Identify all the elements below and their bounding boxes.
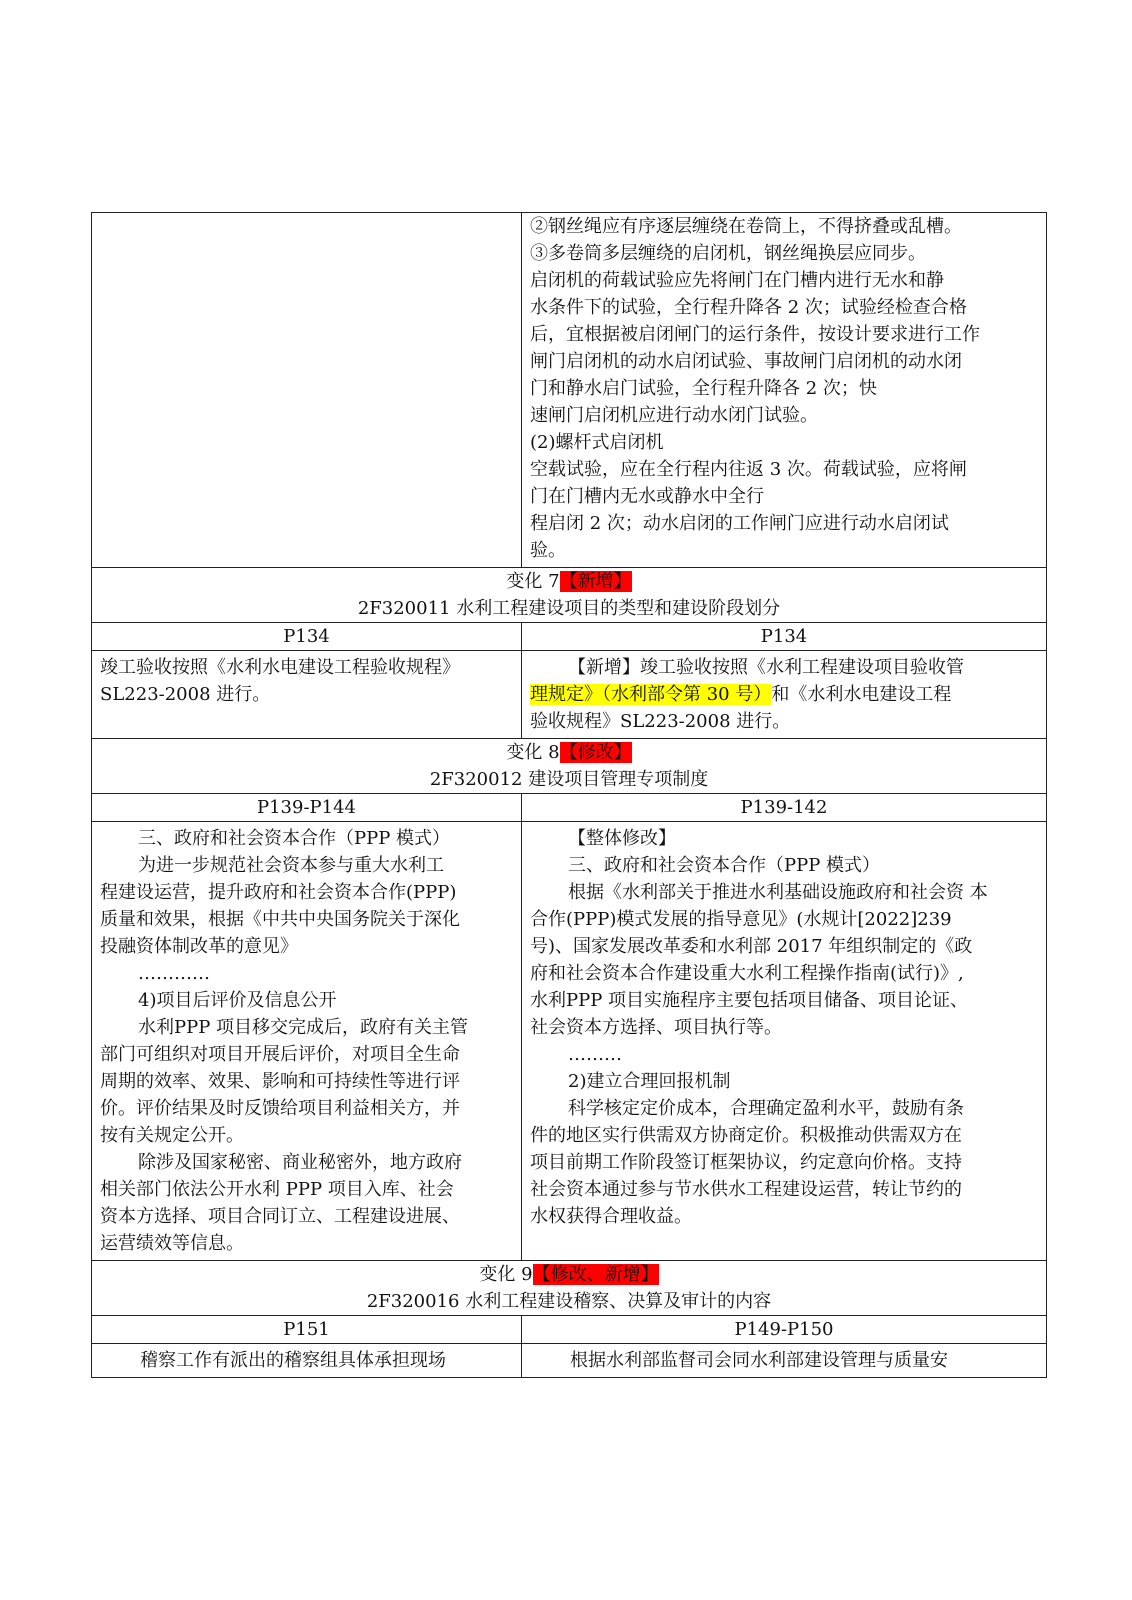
text-line: 号)、国家发展改革委和水利部 2017 年组织制定的《政 bbox=[530, 936, 973, 957]
table-row bbox=[92, 213, 1047, 568]
content-row bbox=[92, 651, 1047, 739]
text-line: 门在门槽内无水或静水中全行 bbox=[530, 486, 764, 507]
text-line: 质量和效果，根据《中共中央国务院关于深化 bbox=[100, 909, 460, 930]
text-line: 部门可组织对项目开展后评价，对项目全生命 bbox=[100, 1044, 460, 1065]
text-line: 社会资本方选择、项目执行等。 bbox=[530, 1017, 782, 1038]
change-9-tag: 【修改、新增】 bbox=[532, 1264, 659, 1285]
change-7-old-text bbox=[92, 651, 522, 739]
change-8-header bbox=[92, 739, 1047, 794]
change-7-header bbox=[92, 568, 1047, 623]
text-line: ②钢丝绳应有序逐层缠绕在卷筒上，不得挤叠或乱槽。 bbox=[530, 216, 962, 237]
text-line: 为进一步规范社会资本参与重大水利工 bbox=[138, 855, 444, 876]
text-line: (2)螺杆式启闭机 bbox=[530, 432, 664, 453]
change-7-section: 2F320011 水利工程建设项目的类型和建设阶段划分 bbox=[357, 598, 781, 619]
text-line: 资本方选择、项目合同订立、工程建设进展、 bbox=[100, 1206, 460, 1227]
hoist-test-cell bbox=[522, 213, 1047, 568]
change-header-row bbox=[92, 739, 1047, 794]
page-ref-row bbox=[92, 1316, 1047, 1344]
text-line: 社会资本通过参与节水供水工程建设运营，转让节约的 bbox=[530, 1179, 962, 1200]
change-9-page-right: P149-P150 bbox=[522, 1316, 1047, 1344]
text-line: 水利PPP 项目实施程序主要包括项目储备、项目论证、 bbox=[530, 990, 969, 1011]
text-line: 【整体修改】 bbox=[568, 828, 676, 849]
change-9-label: 变化 9 bbox=[479, 1264, 533, 1285]
text-line: 水利PPP 项目移交完成后，政府有关主管 bbox=[138, 1017, 469, 1038]
text-line: 合作(PPP)模式发展的指导意见》(水规计[2022]239 bbox=[530, 909, 952, 930]
change-9-new-text: 根据水利部监督司会同水利部建设管理与质量安 bbox=[522, 1344, 1047, 1378]
text-line: SL223-2008 进行。 bbox=[100, 684, 271, 705]
text-line: 和《水利水电建设工程 bbox=[771, 684, 952, 705]
change-8-page-left: P139-P144 bbox=[92, 794, 522, 822]
text-line: 投融资体制改革的意见》 bbox=[100, 936, 298, 957]
text-line: 三、政府和社会资本合作（PPP 模式） bbox=[138, 828, 451, 849]
text-line: 除涉及国家秘密、商业秘密外，地方政府 bbox=[138, 1152, 462, 1173]
change-header-row bbox=[92, 1261, 1047, 1316]
comparison-table-page bbox=[91, 212, 1046, 1378]
change-9-page-left: P151 bbox=[92, 1316, 522, 1344]
change-7-page-right: P134 bbox=[522, 623, 1047, 651]
text-line: 周期的效率、效果、影响和可持续性等进行评 bbox=[100, 1071, 460, 1092]
change-8-section: 2F320012 建设项目管理专项制度 bbox=[429, 769, 709, 790]
text-line: 价。评价结果及时反馈给项目利益相关方，并 bbox=[100, 1098, 460, 1119]
page-ref-row bbox=[92, 623, 1047, 651]
content-row bbox=[92, 1344, 1047, 1378]
change-7-new-text bbox=[522, 651, 1047, 739]
empty-left-cell bbox=[92, 213, 522, 568]
text-line: 相关部门依法公开水利 PPP 项目入库、社会 bbox=[100, 1179, 454, 1200]
text-line: 验。 bbox=[530, 540, 566, 561]
text-line: 运营绩效等信息。 bbox=[100, 1233, 244, 1254]
change-8-tag: 【修改】 bbox=[559, 742, 632, 763]
text-line: 程建设运营，提升政府和社会资本合作(PPP) bbox=[100, 882, 457, 903]
change-8-new-text bbox=[522, 822, 1047, 1261]
change-8-page-right: P139-142 bbox=[522, 794, 1047, 822]
text-line: ③多卷筒多层缠绕的启闭机，钢丝绳换层应同步。 bbox=[530, 243, 926, 264]
text-line: 根据《水利部关于推进水利基础设施政府和社会资 本 bbox=[568, 882, 988, 903]
change-9-header bbox=[92, 1261, 1047, 1316]
text-line: 件的地区实行供需双方协商定价。积极推动供需双方在 bbox=[530, 1125, 962, 1146]
text-line: 按有关规定公开。 bbox=[100, 1125, 244, 1146]
change-9-section: 2F320016 水利工程建设稽察、决算及审计的内容 bbox=[366, 1291, 772, 1312]
page-ref-row bbox=[92, 794, 1047, 822]
change-7-tag: 【新增】 bbox=[559, 571, 632, 592]
text-line: 门和静水启门试验，全行程升降各 2 次；快 bbox=[530, 378, 877, 399]
text-line: 三、政府和社会资本合作（PPP 模式） bbox=[568, 855, 881, 876]
change-7-page-left: P134 bbox=[92, 623, 522, 651]
text-line: 程启闭 2 次；动水启闭的工作闸门应进行动水启闭试 bbox=[530, 513, 949, 534]
content-row bbox=[92, 822, 1047, 1261]
change-8-old-text bbox=[92, 822, 522, 1261]
text-line: 科学核定定价成本，合理确定盈利水平，鼓励有条 bbox=[568, 1098, 964, 1119]
change-header-row bbox=[92, 568, 1047, 623]
comparison-table bbox=[91, 212, 1047, 1378]
text-line: 项目前期工作阶段签订框架协议，约定意向价格。支持 bbox=[530, 1152, 962, 1173]
text-line: 水权获得合理收益。 bbox=[530, 1206, 692, 1227]
text-line: 验收规程》SL223-2008 进行。 bbox=[530, 711, 791, 732]
text-line: 4)项目后评价及信息公开 bbox=[138, 990, 337, 1011]
text-line: 竣工验收按照《水利水电建设工程验收规程》 bbox=[100, 657, 460, 678]
text-line: 速闸门启闭机应进行动水闭门试验。 bbox=[530, 405, 818, 426]
text-line: ……… bbox=[568, 1044, 622, 1065]
text-line: 【新增】竣工验收按照《水利工程建设项目验收管 bbox=[568, 657, 964, 678]
text-line: 空载试验，应在全行程内往返 3 次。荷载试验，应将闸 bbox=[530, 459, 967, 480]
text-line: 府和社会资本合作建设重大水利工程操作指南(试行)》, bbox=[530, 963, 964, 984]
text-line: 水条件下的试验，全行程升降各 2 次；试验经检查合格 bbox=[530, 297, 967, 318]
text-line: 启闭机的荷载试验应先将闸门在门槽内进行无水和静 bbox=[530, 270, 944, 291]
change-7-label: 变化 7 bbox=[506, 571, 560, 592]
text-line: 后，宜根据被启闭闸门的运行条件，按设计要求进行工作 bbox=[530, 324, 980, 345]
text-line: 闸门启闭机的动水启闭试验、事故闸门启闭机的动水闭 bbox=[530, 351, 962, 372]
change-9-old-text: 稽察工作有派出的稽察组具体承担现场 bbox=[92, 1344, 522, 1378]
change-8-label: 变化 8 bbox=[506, 742, 560, 763]
text-line: ………… bbox=[138, 963, 210, 984]
text-line: 2)建立合理回报机制 bbox=[568, 1071, 731, 1092]
highlighted-text: 理规定》（水利部令第 30 号） bbox=[530, 684, 772, 705]
